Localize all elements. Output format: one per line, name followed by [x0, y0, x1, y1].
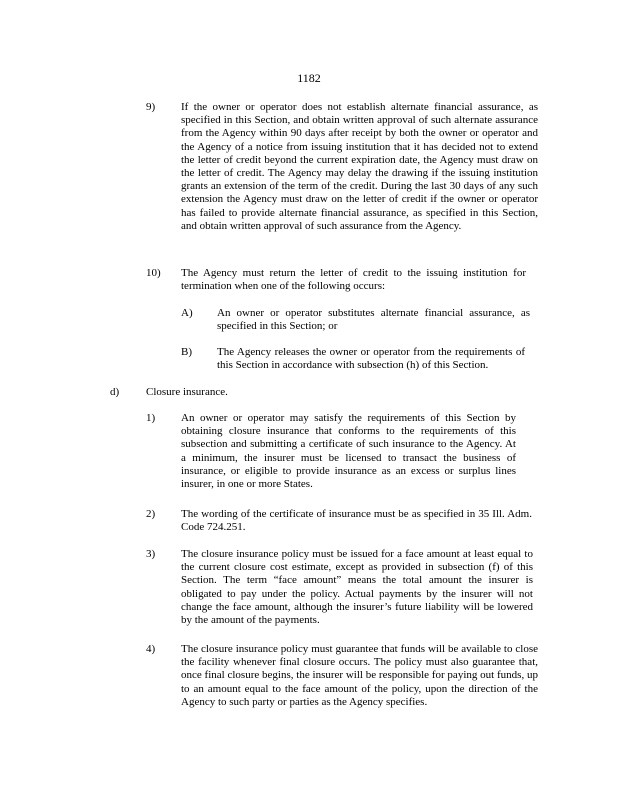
section-label: d) [110, 386, 120, 398]
item-text: An owner or operator substitutes alternate financial assurance, as specified in this Section; or [217, 307, 530, 333]
item-text: The wording of the certificate of insurance must be as specified in 35 Ill. Adm. Code 724.251. [181, 508, 532, 534]
section-heading: Closure insurance. [146, 386, 228, 398]
item-text: The Agency must return the letter of credit to the issuing institution for termination when one of the following occurs: [181, 267, 526, 293]
item-label: B) [181, 346, 192, 358]
item-label: A) [181, 307, 193, 319]
item-text: The Agency releases the owner or operator from the requirements of this Section in accordance with subsection (h) of this Section. [217, 346, 525, 372]
item-label: 2) [146, 508, 156, 520]
item-text: The closure insurance policy must guarantee that funds will be available to close the facility whenever final closure occurs. The policy must also guarantee that, once final closure begins, the insurer will be responsible for paying out funds, up to an amount equal to the face amount of the policy, upon the direction of the Agency to such party or parties as the Agency specifies. [181, 643, 538, 708]
item-label: 9) [146, 101, 156, 113]
item-label: 1) [146, 412, 156, 424]
item-label: 3) [146, 548, 156, 560]
item-text: The closure insurance policy must be issued for a face amount at least equal to the current closure cost estimate, except as provided in subsection (f) of this Section. The term “face amount” means the total amount the insurer is obligated to pay under the policy. Actual payments by the insurer will not change the face amount, although the insurer’s future liability will be lowered by the amount of the payments. [181, 548, 533, 627]
item-label: 4) [146, 643, 156, 655]
page-number: 1182 [297, 71, 321, 85]
item-text: An owner or operator may satisfy the requirements of this Section by obtaining closure insurance that conforms to the requirements of this subsection and submitting a certificate of such insurance to the Agency. At a minimum, the insurer must be licensed to transact the business of insurance, or eligible to provide insurance as an excess or surplus lines insurer, in one or more States. [181, 412, 516, 491]
item-label: 10) [146, 267, 161, 279]
item-text: If the owner or operator does not establish alternate financial assurance, as specified in this Section, and obtain written approval of such alternate assurance from the Agency within 90 days after receipt by both the owner or operator and the Agency of a notice from issuing institution that it has decided not to extend the letter of credit beyond the current expiration date, the Agency must draw on the letter of credit. The Agency may delay the drawing if the issuing institution grants an extension of the term of the credit. During the last 30 days of any such extension the Agency must draw on the letter of credit if the owner or operator has failed to provide alternate financial assurance, as specified in this Section, and obtain written approval of such assurance from the Agency. [181, 101, 538, 232]
